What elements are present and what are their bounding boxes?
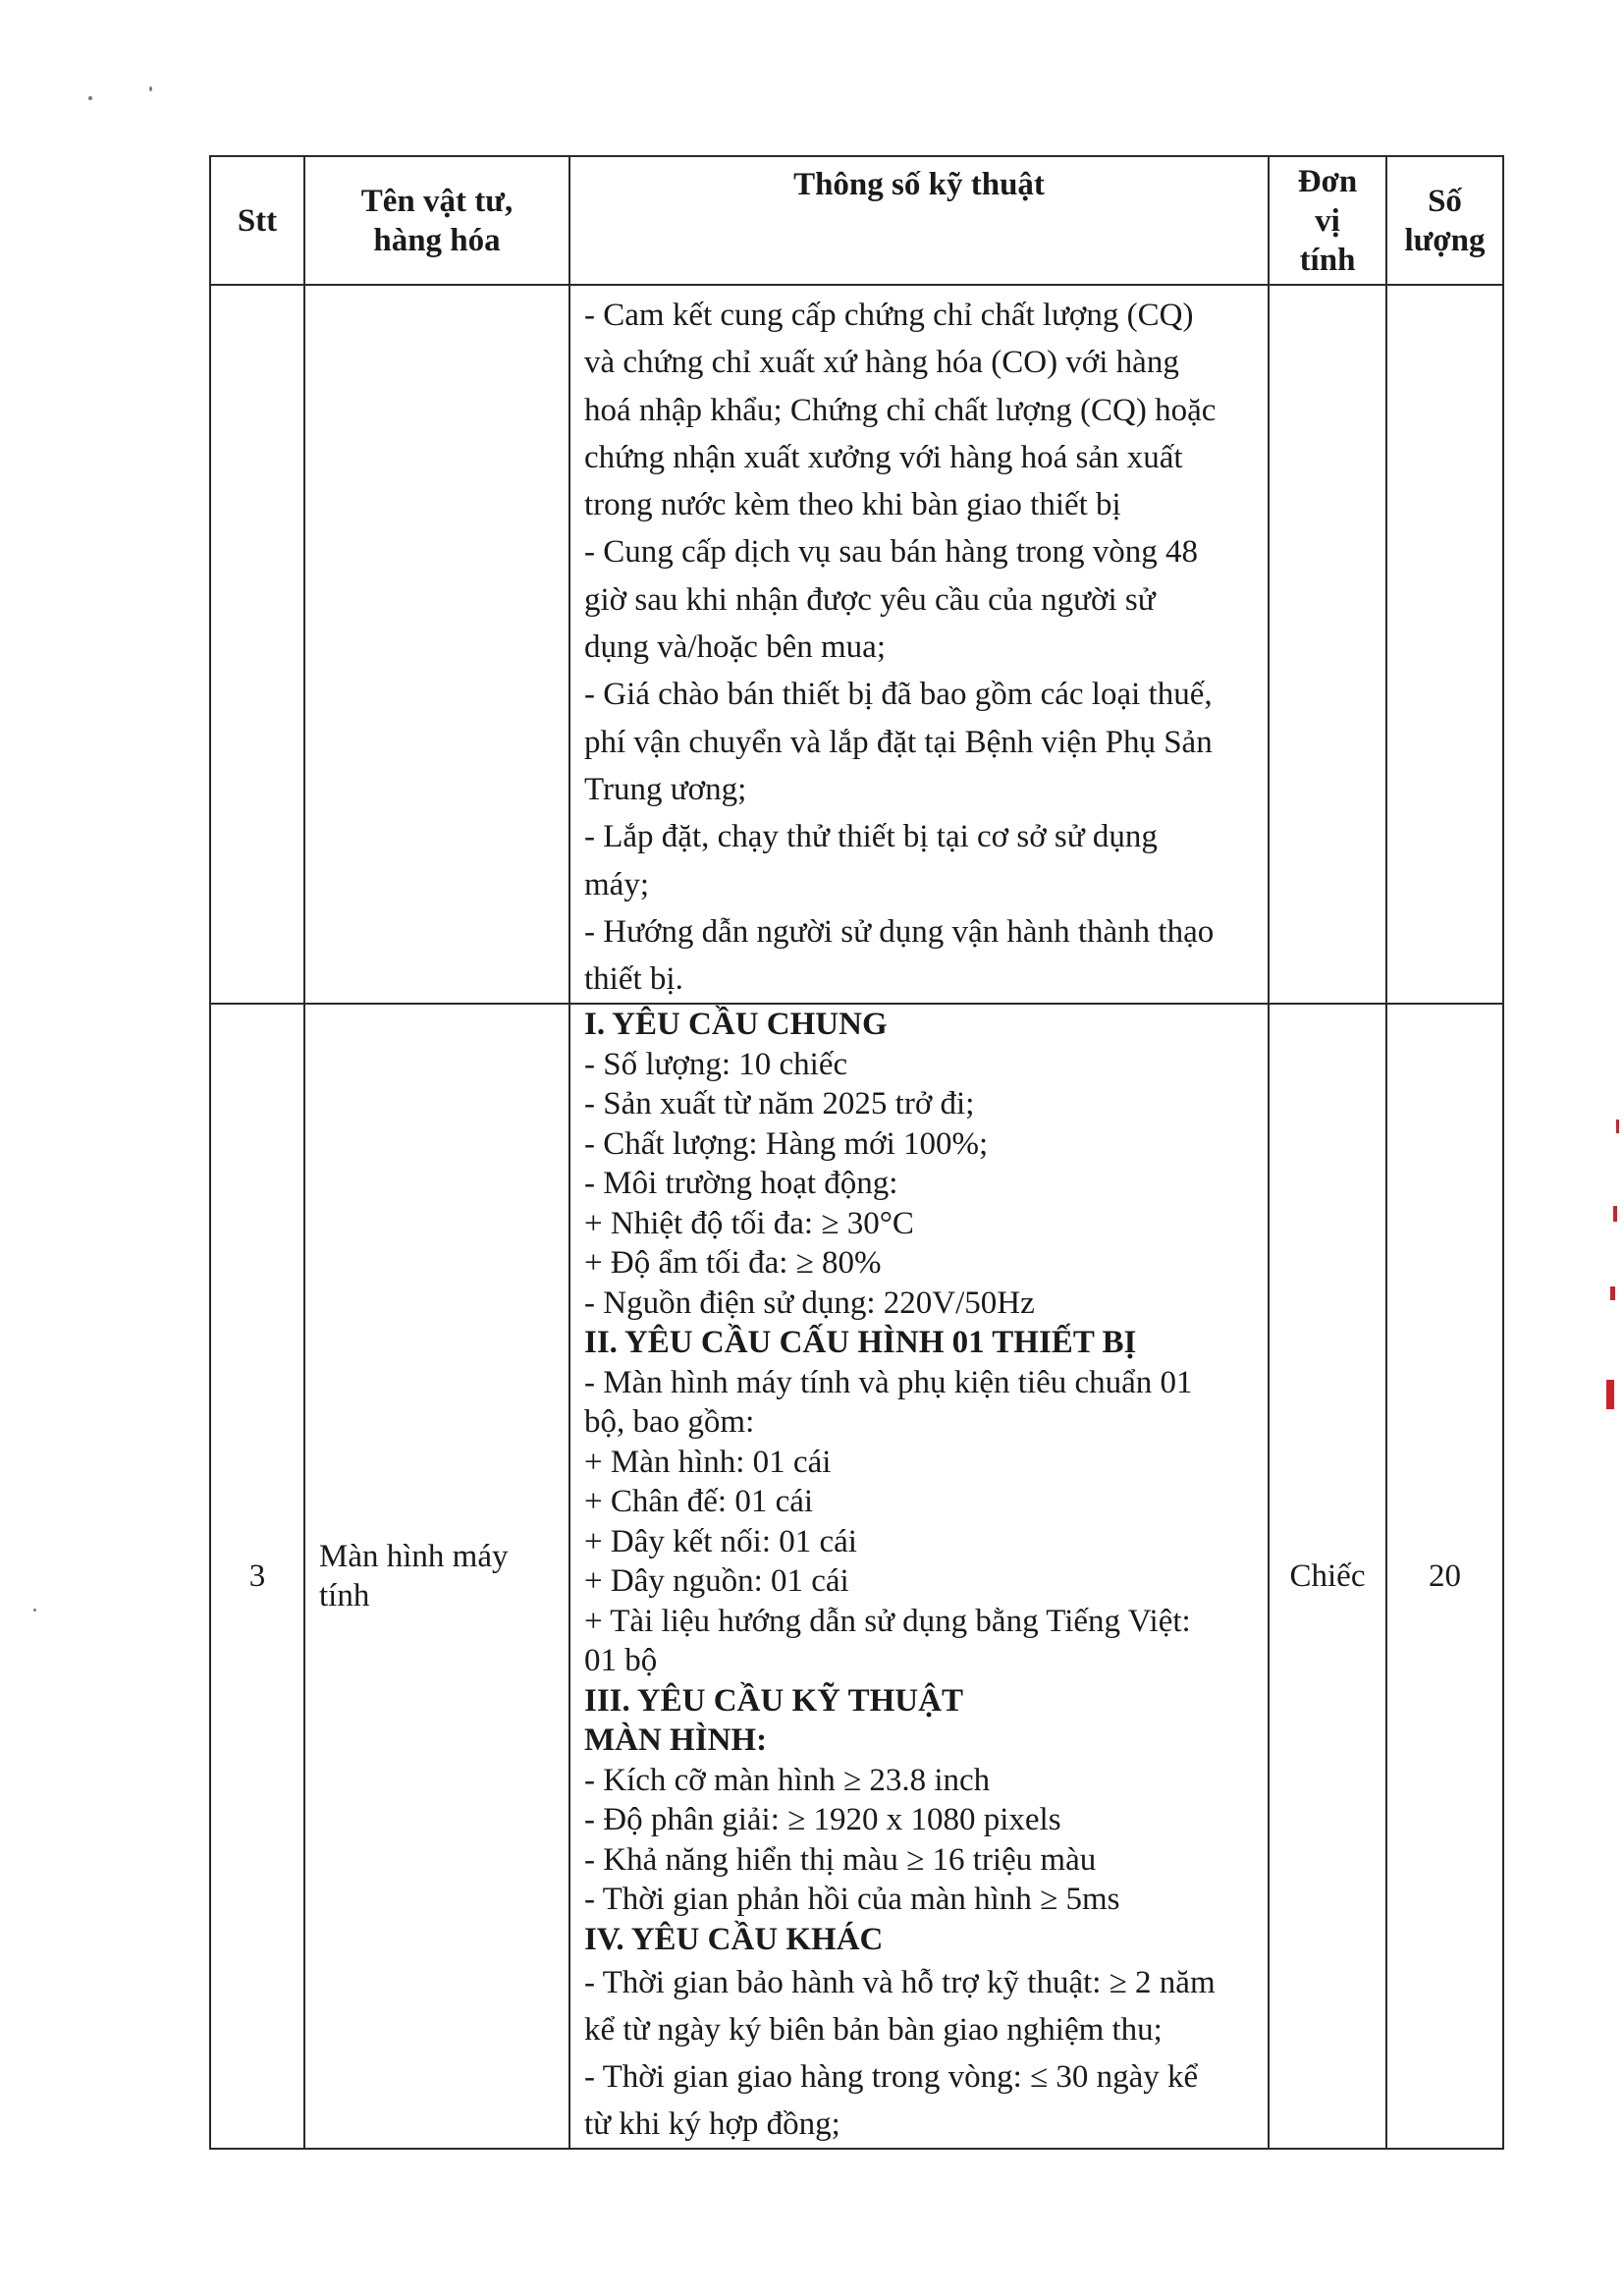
spec-cell (569, 1004, 1269, 2149)
spec-line: - Thời gian phản hồi của màn hình ≥ 5ms (584, 1882, 1120, 1918)
spec-heading: IV. YÊU CẦU KHÁC (584, 1921, 884, 1957)
header-unit-line: tính (1299, 242, 1356, 278)
spec-line: kể từ ngày ký biên bản bàn giao nghiệm thu; (584, 2012, 1163, 2049)
spec-line: + Dây nguồn: 01 cái (584, 1563, 849, 1600)
unit-cell (1269, 285, 1386, 1004)
spec-line: máy; (584, 866, 649, 902)
spec-line: + Màn hình: 01 cái (584, 1444, 832, 1480)
spec-heading: II. YÊU CẦU CẤU HÌNH 01 THIẾT BỊ (584, 1325, 1137, 1361)
header-qty-line: Số (1428, 183, 1462, 219)
header-row (210, 156, 1503, 285)
header-name (304, 156, 569, 285)
spec-line: giờ sau khi nhận được yêu cầu của người sử (584, 581, 1156, 618)
scan-speck (33, 1609, 36, 1612)
table-row (210, 1004, 1503, 2149)
spec-line: dụng và/hoặc bên mua; (584, 629, 886, 666)
spec-line: phí vận chuyển và lắp đặt tại Bệnh viện Phụ Sản (584, 724, 1213, 760)
unit-cell: Chiếc (1269, 1004, 1386, 2149)
spec-line: trong nước kèm theo khi bàn giao thiết bị (584, 487, 1121, 523)
spec-line: - Lắp đặt, chạy thử thiết bị tại cơ sở sử dụng (584, 819, 1158, 855)
spec-line: - Chất lượng: Hàng mới 100%; (584, 1125, 989, 1162)
header-unit-line: vị (1315, 202, 1340, 239)
stamp-mark (1610, 1286, 1615, 1300)
spec-line: - Hướng dẫn người sử dụng vận hành thành thạo (584, 913, 1215, 950)
item-name-line: Màn hình máy (319, 1539, 509, 1575)
header-spec: Thông số kỹ thuật (569, 156, 1269, 285)
spec-line: - Nguồn điện sử dụng: 220V/50Hz (584, 1285, 1035, 1321)
spec-line: thiết bị. (584, 961, 683, 998)
qty-cell (1386, 285, 1503, 1004)
stamp-mark (1613, 1206, 1617, 1222)
scan-speck (88, 96, 92, 100)
stt-cell: 3 (210, 1004, 304, 2149)
stt-cell (210, 285, 304, 1004)
spec-line: hoá nhập khẩu; Chứng chỉ chất lượng (CQ) hoặc (584, 392, 1217, 428)
spec-line: - Kích cỡ màn hình ≥ 23.8 inch (584, 1762, 991, 1798)
name-cell (304, 285, 569, 1004)
header-unit-line: Đơn (1297, 163, 1358, 199)
spec-line: - Màn hình máy tính và phụ kiện tiêu chuẩn 01 (584, 1364, 1193, 1400)
header-name-line: hàng hóa (373, 222, 501, 258)
spec-line: chứng nhận xuất xưởng với hàng hoá sản xuất (584, 439, 1183, 475)
spec-line: - Thời gian bảo hành và hỗ trợ kỹ thuật: ≥ 2 năm (584, 1965, 1216, 2001)
header-stt: Stt (210, 156, 304, 285)
spec-line: - Môi trường hoạt động: (584, 1166, 898, 1202)
scan-speck (149, 86, 152, 91)
spec-line: - Độ phân giải: ≥ 1920 x 1080 pixels (584, 1802, 1061, 1838)
header-qty (1386, 156, 1503, 285)
spec-line: + Tài liệu hướng dẫn sử dụng bằng Tiếng Việt: (584, 1603, 1191, 1639)
spec-heading: III. YÊU CẦU KỸ THUẬT (584, 1682, 963, 1719)
spec-line: + Chân đế: 01 cái (584, 1484, 814, 1520)
spec-line: - Giá chào bán thiết bị đã bao gồm các loại thuế, (584, 677, 1213, 713)
spec-line: và chứng chỉ xuất xứ hàng hóa (CO) với hàng (584, 345, 1179, 381)
header-name-line: Tên vật tư, (360, 183, 514, 219)
header-qty-line: lượng (1404, 222, 1486, 258)
spec-heading: I. YÊU CẦU CHUNG (584, 1007, 888, 1043)
spec-line: - Sản xuất từ năm 2025 trở đi; (584, 1086, 975, 1122)
spec-line: Trung ương; (584, 771, 747, 807)
spec-line: 01 bộ (584, 1643, 658, 1679)
name-cell (304, 1004, 569, 2149)
item-name-line: tính (319, 1578, 370, 1614)
spec-heading: MÀN HÌNH: (584, 1722, 768, 1759)
qty-cell: 20 (1386, 1004, 1503, 2149)
spec-line: - Khả năng hiển thị màu ≥ 16 triệu màu (584, 1841, 1097, 1878)
spec-line: - Thời gian giao hàng trong vòng: ≤ 30 ngày kể (584, 2059, 1199, 2096)
spec-line: - Số lượng: 10 chiếc (584, 1046, 848, 1082)
spec-line: bộ, bao gồm: (584, 1404, 755, 1441)
spec-line: + Dây kết nối: 01 cái (584, 1523, 857, 1559)
spec-line: - Cam kết cung cấp chứng chỉ chất lượng (CQ) (584, 298, 1194, 333)
stamp-mark (1606, 1380, 1614, 1409)
spec-line: từ khi ký hợp đồng; (584, 2106, 840, 2143)
header-unit (1269, 156, 1386, 285)
spec-line: + Nhiệt độ tối đa: ≥ 30°C (584, 1205, 914, 1241)
stamp-mark (1616, 1120, 1619, 1133)
spec-table (209, 155, 1504, 2150)
table-row (210, 285, 1503, 1004)
spec-line: + Độ ẩm tối đa: ≥ 80% (584, 1245, 882, 1282)
spec-line: - Cung cấp dịch vụ sau bán hàng trong vòng 48 (584, 534, 1199, 571)
spec-cell (569, 285, 1269, 1004)
